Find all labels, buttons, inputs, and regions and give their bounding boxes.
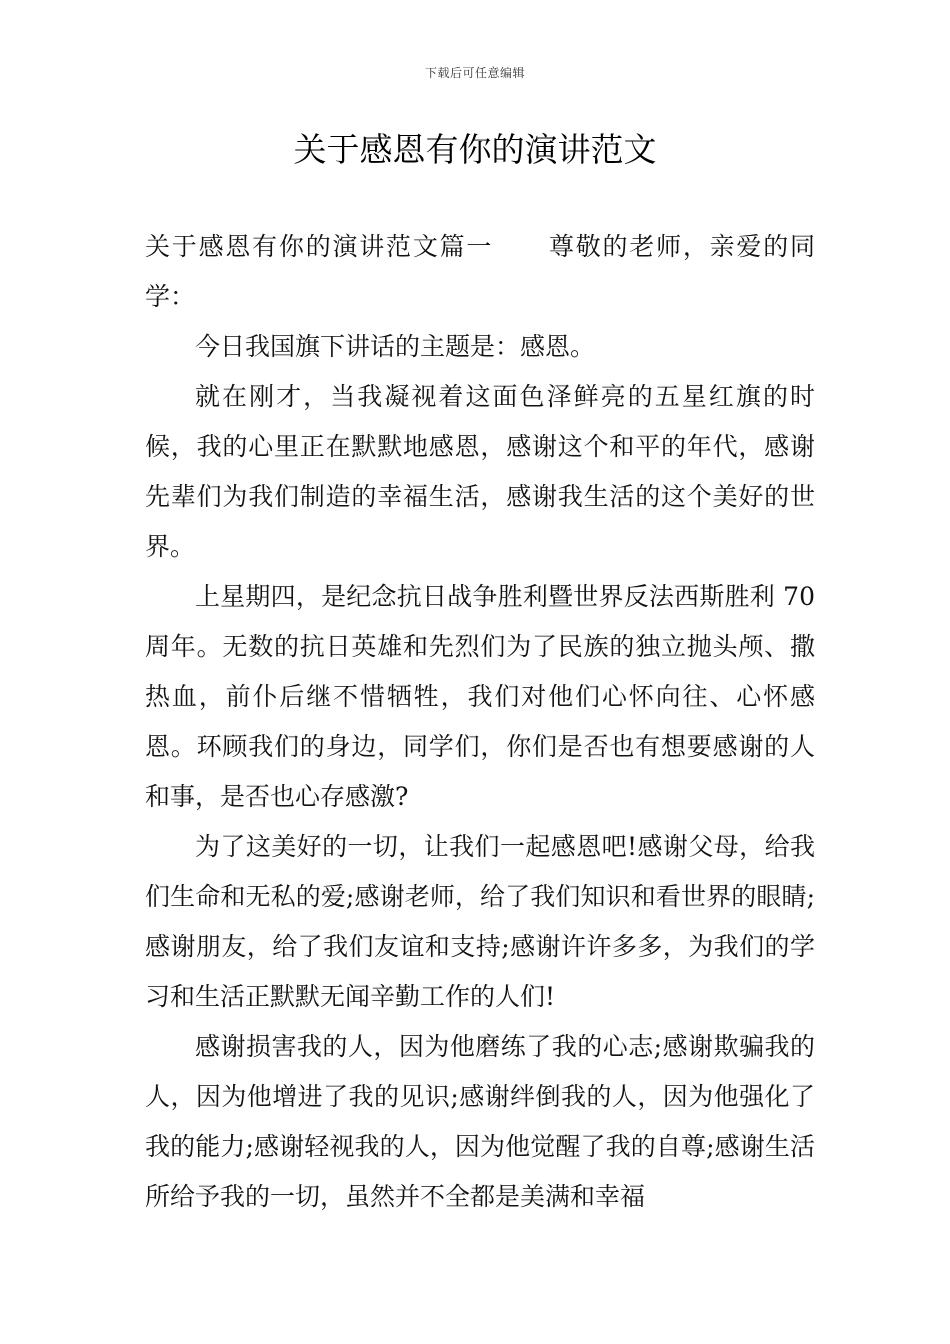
body-paragraph: 感谢损害我的人，因为他磨练了我的心志;感谢欺骗我的人，因为他增进了我的见识;感谢绊倒我的人，因为他强化了我的能力;感谢轻视我的人，因为他觉醒了我的自尊;感谢生活所给予我的一切，虽然并不全都是美满和幸福 <box>145 1032 815 1211</box>
document-title: 关于感恩有你的演讲范文 <box>293 130 657 169</box>
body-paragraph: 为了这美好的一切，让我们一起感恩吧!感谢父母，给我们生命和无私的爱;感谢老师，给了我们知识和看世界的眼睛;感谢朋友，给了我们友谊和支持;感谢许许多多，为我们的学习和生活正默默无闻辛勤工作的人们! <box>145 832 815 1011</box>
salutation: 尊敬的老师，亲爱的同学： <box>145 232 815 311</box>
document-body <box>145 222 815 1222</box>
body-paragraph: 今日我国旗下讲话的主题是：感恩。 <box>195 332 596 361</box>
body-paragraph: 上星期四，是纪念抗日战争胜利暨世界反法西斯胜利 70 周年。无数的抗日英雄和先烈们为了民族的独立抛头颅、撒热血，前仆后继不惜牺牲，我们对他们心怀向往、心怀感恩。环顾我们的身边，同学们，你们是否也有想要感谢的人和事，是否也心存感激? <box>145 582 815 811</box>
section-heading: 关于感恩有你的演讲范文篇一 <box>145 232 494 261</box>
header-note: 下载后可任意编辑 <box>424 66 525 80</box>
intro-paragraph <box>145 222 815 322</box>
body-paragraph: 就在刚才，当我凝视着这面色泽鲜亮的五星红旗的时候，我的心里正在默默地感恩，感谢这个和平的年代，感谢先辈们为我们制造的幸福生活，感谢我生活的这个美好的世界。 <box>145 382 815 561</box>
